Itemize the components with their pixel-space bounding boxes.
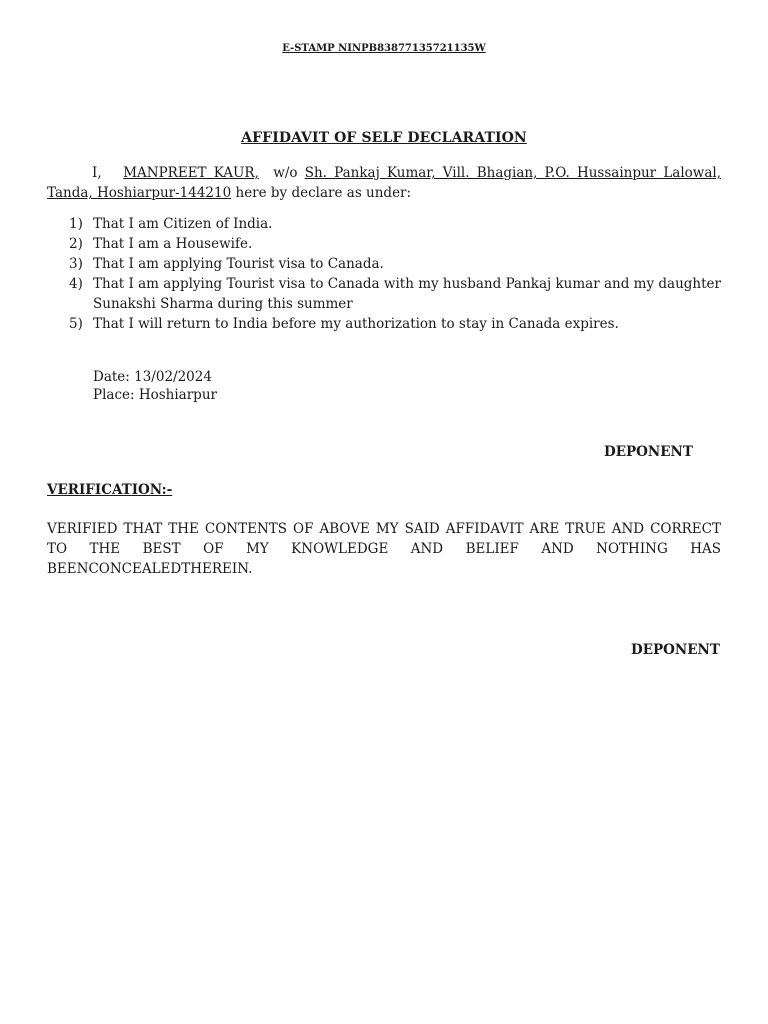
list-item-number: 2) <box>69 236 83 252</box>
list-item-number: 1) <box>69 216 83 232</box>
intro-relation: w/o <box>273 165 298 181</box>
deponent-signature-label: DEPONENT <box>604 444 693 460</box>
list-item-number: 3) <box>69 256 83 272</box>
list-item-number: 4) <box>69 276 83 292</box>
verification-text: VERIFIED THAT THE CONTENTS OF ABOVE MY SAID AFFIDAVIT ARE TRUE AND CORRECT TO THE BEST OF MY KNOWLEDGE AND BELIEF AND NOTHING HAS BEENCONCEALEDTHEREIN. <box>47 521 721 577</box>
list-item <box>47 214 721 234</box>
verification-heading: VERIFICATION:- <box>47 482 173 498</box>
intro-prefix: I, <box>92 165 102 181</box>
list-item <box>47 274 721 314</box>
list-item <box>47 314 721 334</box>
list-item-text: That I am applying Tourist visa to Canada with my husband Pankaj kumar and my daughter Sunakshi Sharma during this summer <box>93 276 721 312</box>
declaration-list <box>47 214 721 334</box>
estamp-number: E-STAMP NINPB83877135721135W <box>282 43 486 54</box>
deponent-name: MANPREET KAUR, <box>123 165 259 181</box>
list-item-number: 5) <box>69 316 83 332</box>
list-item <box>47 234 721 254</box>
declaration-date: Date: 13/02/2024 <box>93 369 212 385</box>
list-item-text: That I am applying Tourist visa to Canada. <box>93 256 384 272</box>
intro-paragraph <box>47 163 721 203</box>
deponent-address: Sh. Pankaj Kumar, Vill. Bhagian, P.O. Hussainpur Lalowal, Tanda, Hoshiarpur-144210 <box>47 165 722 201</box>
intro-suffix: here by declare as under: <box>235 185 412 201</box>
declaration-place: Place: Hoshiarpur <box>93 387 217 403</box>
list-item-text: That I am a Housewife. <box>93 236 253 252</box>
list-item-text: That I will return to India before my authorization to stay in Canada expires. <box>93 316 619 332</box>
verification-deponent-label: DEPONENT <box>631 642 720 658</box>
list-item-text: That I am Citizen of India. <box>93 216 273 232</box>
list-item <box>47 254 721 274</box>
document-title: AFFIDAVIT OF SELF DECLARATION <box>241 130 527 146</box>
